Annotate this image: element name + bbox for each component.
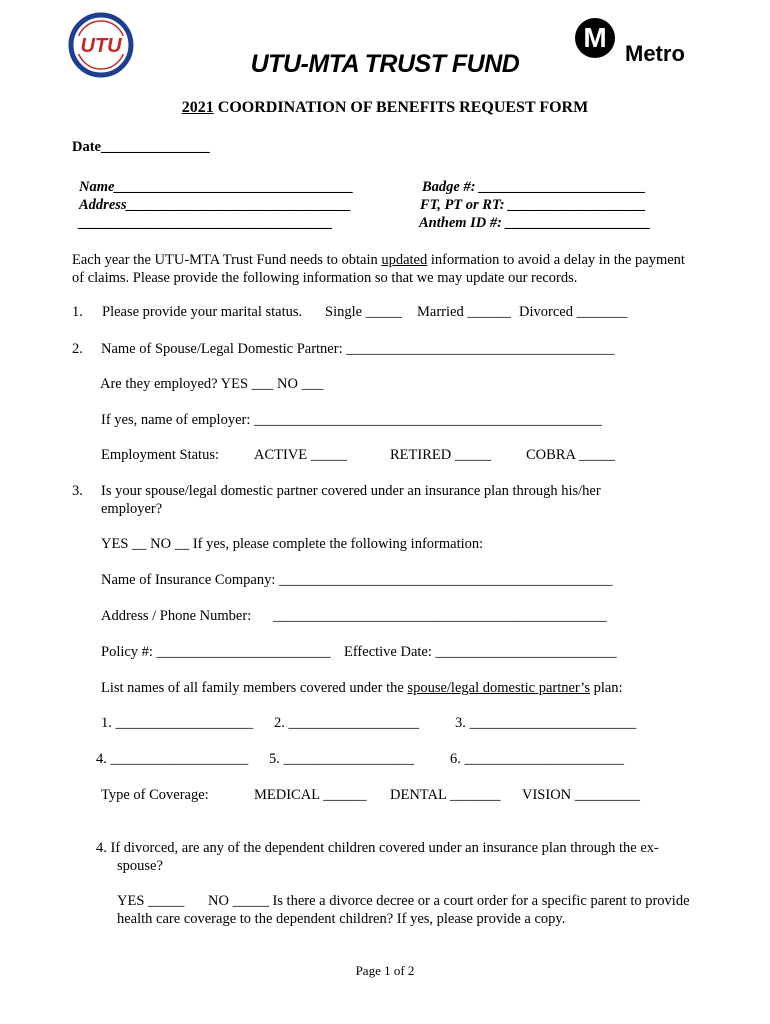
vision-field[interactable]: VISION _________ xyxy=(522,787,641,803)
anthem-id-field[interactable]: Anthem ID #: ____________________ xyxy=(419,215,651,231)
medical-field[interactable]: MEDICAL ______ xyxy=(254,787,367,803)
intro-emphasis: updated xyxy=(381,252,428,268)
family-member-4-field[interactable]: 4. ___________________ xyxy=(96,751,249,767)
q3-number: 3. xyxy=(72,483,83,499)
employer-field[interactable]: If yes, name of employer: ________________________________________________ xyxy=(101,412,603,428)
family-text: plan: xyxy=(589,680,623,696)
employed-field[interactable]: Are they employed? YES ___ NO ___ xyxy=(100,376,324,392)
q3-text-line-2: employer? xyxy=(101,501,163,517)
family-member-1-field[interactable]: 1. ___________________ xyxy=(101,715,254,731)
coverage-type-label: Type of Coverage: xyxy=(101,787,209,803)
spouse-name-field[interactable]: Name of Spouse/Legal Domestic Partner: _____________________________________ xyxy=(101,341,615,357)
q4-yes-field[interactable]: YES _____ xyxy=(117,893,185,909)
intro-line-2: of claims. Please provide the following information so that we may update our records. xyxy=(72,270,578,286)
form-title-text: COORDINATION OF BENEFITS REQUEST FORM xyxy=(213,99,589,116)
family-members-instruction xyxy=(101,680,623,697)
married-field[interactable]: Married ______ xyxy=(417,304,511,320)
address-phone-label: Address / Phone Number: xyxy=(101,608,252,624)
page-title: UTU-MTA TRUST FUND xyxy=(250,50,520,78)
q3-text-line-1: Is your spouse/legal domestic partner covered under an insurance plan through his/her xyxy=(101,483,601,499)
metro-wordmark: Metro xyxy=(625,41,685,66)
family-text: List names of all family members covered under the xyxy=(101,680,408,696)
form-title xyxy=(0,99,770,117)
address-phone-field[interactable]: ______________________________________________ xyxy=(273,608,607,624)
family-member-6-field[interactable]: 6. ______________________ xyxy=(450,751,624,767)
q1-text: Please provide your marital status. xyxy=(102,304,303,320)
single-field[interactable]: Single _____ xyxy=(325,304,402,320)
name-field[interactable]: Name_________________________________ xyxy=(79,179,354,195)
metro-m-icon: M xyxy=(575,18,615,58)
q1-number: 1. xyxy=(72,304,83,320)
policy-field[interactable]: Policy #: ________________________ xyxy=(101,644,331,660)
employment-status-label: Employment Status: xyxy=(101,447,220,463)
form-year: 2021 xyxy=(181,99,214,116)
utu-logo-text: UTU xyxy=(80,35,122,57)
insurance-company-field[interactable]: Name of Insurance Company: ______________________________________________ xyxy=(101,572,613,588)
effective-date-field[interactable]: Effective Date: _________________________ xyxy=(344,644,617,660)
intro-text: information to avoid a delay in the payment xyxy=(427,252,685,268)
intro-text: Each year the UTU-MTA Trust Fund needs to obtain xyxy=(72,252,382,268)
cobra-field[interactable]: COBRA _____ xyxy=(526,447,616,463)
family-member-2-field[interactable]: 2. __________________ xyxy=(274,715,419,731)
page-number: Page 1 of 2 xyxy=(355,963,415,978)
retired-field[interactable]: RETIRED _____ xyxy=(390,447,492,463)
q4-text-line-3: health care coverage to the dependent children? If yes, please provide a copy. xyxy=(117,911,566,927)
date-field[interactable]: Date_______________ xyxy=(72,139,210,155)
q3-yes-no-field[interactable]: YES __ NO __ If yes, please complete the following information: xyxy=(101,536,484,552)
employment-type-field[interactable]: FT, PT or RT: ___________________ xyxy=(420,197,646,213)
address-field[interactable]: Address_______________________________ xyxy=(79,197,352,213)
active-field[interactable]: ACTIVE _____ xyxy=(254,447,348,463)
divorced-field[interactable]: Divorced _______ xyxy=(519,304,628,320)
q4-text-line-1: 4. If divorced, are any of the dependent children covered under an insurance plan through the ex- xyxy=(96,840,659,856)
q4-no-field[interactable]: NO _____ Is there a divorce decree or a court order for a specific parent to provide xyxy=(208,893,690,909)
intro-line-1 xyxy=(72,251,685,269)
family-emphasis: spouse/legal domestic partner’s xyxy=(407,680,590,696)
family-member-3-field[interactable]: 3. _______________________ xyxy=(455,715,637,731)
q2-number: 2. xyxy=(72,341,83,357)
badge-field[interactable]: Badge #: _______________________ xyxy=(422,179,646,195)
q4-text-line-2: spouse? xyxy=(117,858,163,874)
address-line-2-field[interactable]: ___________________________________ xyxy=(79,215,333,231)
family-member-5-field[interactable]: 5. __________________ xyxy=(269,751,414,767)
dental-field[interactable]: DENTAL _______ xyxy=(390,787,501,803)
